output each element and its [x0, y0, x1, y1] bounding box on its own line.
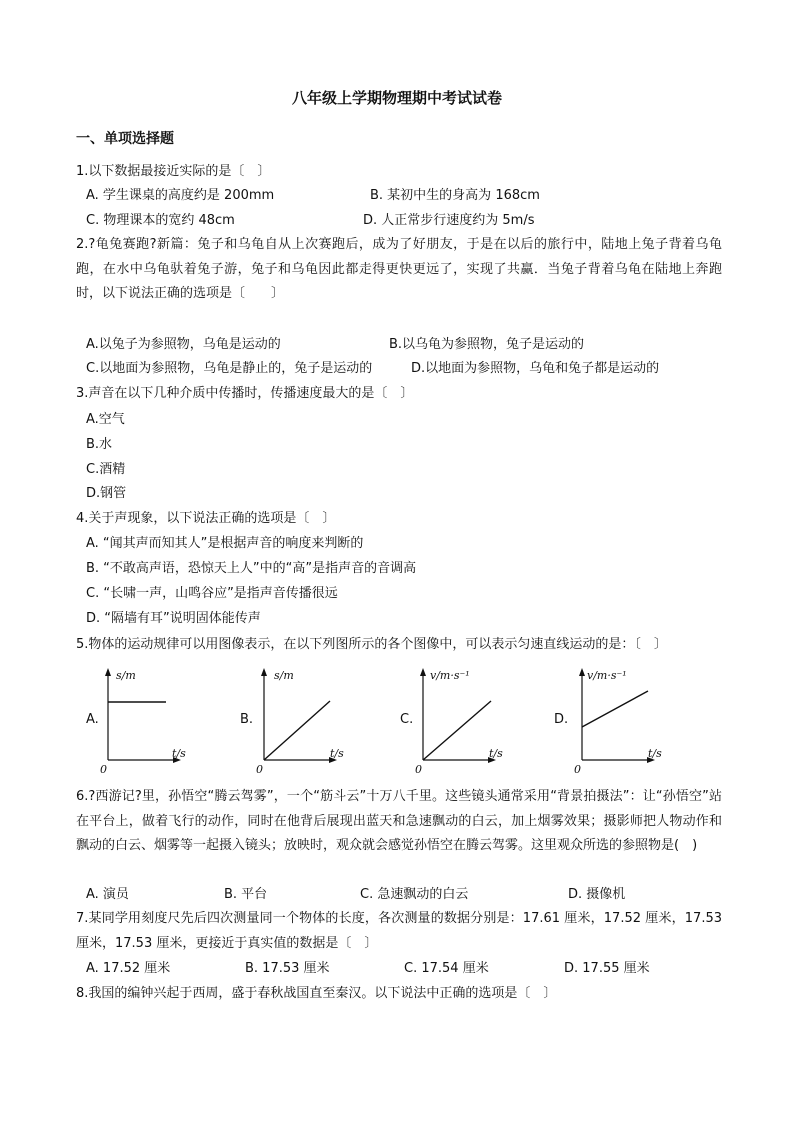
- q4-option-d[interactable]: D. “隔墙有耳”说明固体能传声: [86, 611, 261, 626]
- q1-stem: 1.以下数据最接近实际的是〔 〕: [76, 164, 271, 179]
- q6-stem: 6.?西游记?里，孙悟空“腾云驾雾”，一个“筋斗云”十万八千里。这些镜头通常采用“背景拍摄法”：让“孙悟空”站在平台上，做着飞行的动作，同时在他背后展现出蓝天和急速飘动的白云，加上烟雾效果；摄影师把人物动作和飘动的白云、烟雾等一起摄入镜头；放映时，观众就会感觉孙悟空在腾云驾雾。这里观众所选的参照物是( ): [76, 789, 722, 853]
- q7-option-a[interactable]: A. 17.52 厘米: [86, 961, 171, 976]
- q4-stem: 4.关于声现象，以下说法正确的选项是〔 〕: [76, 511, 336, 526]
- q3-option-d[interactable]: D.钢管: [86, 486, 127, 501]
- graph-c-ylabel: v/m·s⁻¹: [430, 669, 470, 682]
- q5-option-a[interactable]: A.: [86, 712, 99, 727]
- graph-d-ylabel: v/m·s⁻¹: [587, 669, 627, 682]
- graph-d: [570, 665, 670, 775]
- q2-option-a[interactable]: A.以兔子为参照物，乌龟是运动的: [86, 337, 281, 352]
- q6-option-a[interactable]: A. 演员: [86, 887, 129, 902]
- q1-option-c[interactable]: C. 物理课本的宽约 48cm: [86, 213, 235, 228]
- graph-b: [252, 665, 352, 775]
- q7-stem: 7.某同学用刻度尺先后四次测量同一个物体的长度，各次测量的数据分别是：17.61 厘米，17.52 厘米，17.53 厘米，17.53 厘米，更接近于真实值的数据是〔 〕: [76, 911, 722, 951]
- q7-option-b[interactable]: B. 17.53 厘米: [245, 961, 330, 976]
- q1-option-b[interactable]: B. 某初中生的身高为 168cm: [370, 188, 540, 203]
- q5-option-c[interactable]: C.: [400, 712, 414, 727]
- q6-option-c[interactable]: C. 急速飘动的白云: [360, 887, 469, 902]
- graph-a-origin: 0: [100, 763, 107, 776]
- graph-b-y-arrow: [261, 668, 267, 676]
- q4-option-c[interactable]: C. “长啸一声，山鸣谷应”是指声音传播很远: [86, 586, 338, 601]
- q3-option-b[interactable]: B.水: [86, 437, 113, 452]
- q1-option-d[interactable]: D. 人正常步行速度约为 5m/s: [363, 213, 535, 228]
- exam-title: 八年级上学期物理期中考试试卷: [291, 89, 502, 107]
- q5-option-d[interactable]: D.: [554, 712, 569, 727]
- q5-option-b[interactable]: B.: [240, 712, 254, 727]
- q2-stem: 2.?龟兔赛跑?新篇：兔子和乌龟自从上次赛跑后，成为了好朋友，于是在以后的旅行中，陆地上兔子背着乌龟跑，在水中乌龟驮着兔子游，兔子和乌龟因此都走得更快更远了，实现了共赢．当兔子背着乌龟在陆地上奔跑时，以下说法正确的选项是〔 〕: [76, 237, 722, 301]
- q8-stem: 8.我国的编钟兴起于西周，盛于春秋战国直至秦汉。以下说法中正确的选项是〔 〕: [76, 986, 557, 1001]
- q7-option-d[interactable]: D. 17.55 厘米: [564, 961, 650, 976]
- graph-c-xlabel: t/s: [489, 747, 503, 760]
- q4-option-a[interactable]: A. “闻其声而知其人”是根据声音的响度来判断的: [86, 536, 364, 551]
- graph-b-line: [264, 701, 330, 760]
- q2-option-c[interactable]: C.以地面为参照物，乌龟是静止的，兔子是运动的: [86, 361, 373, 376]
- q2-option-b[interactable]: B.以乌龟为参照物，兔子是运动的: [389, 337, 585, 352]
- graph-a: [96, 665, 191, 775]
- graph-b-origin: 0: [256, 763, 263, 776]
- q4-option-b[interactable]: B. “不敢高声语，恐惊天上人”中的“高”是指声音的音调高: [86, 561, 417, 576]
- q6-option-b[interactable]: B. 平台: [224, 887, 268, 902]
- graph-d-origin: 0: [574, 763, 581, 776]
- graph-c-y-arrow: [420, 668, 426, 676]
- q3-stem: 3.声音在以下几种介质中传播时，传播速度最大的是〔 〕: [76, 386, 414, 401]
- q5-stem: 5.物体的运动规律可以用图像表示，在以下列图所示的各个图像中，可以表示匀速直线运动的是：〔 〕: [76, 637, 667, 652]
- q1-option-a[interactable]: A. 学生课桌的高度约是 200mm: [86, 188, 275, 203]
- graph-a-xlabel: t/s: [172, 747, 186, 760]
- graph-c-line: [423, 701, 491, 760]
- graph-d-xlabel: t/s: [648, 747, 662, 760]
- graph-d-line: [582, 691, 648, 727]
- q3-option-c[interactable]: C.酒精: [86, 462, 126, 477]
- graph-b-xlabel: t/s: [330, 747, 344, 760]
- graph-c-origin: 0: [415, 763, 422, 776]
- graph-d-y-arrow: [579, 668, 585, 676]
- q2-option-d[interactable]: D.以地面为参照物，乌龟和兔子都是运动的: [411, 361, 660, 376]
- section-heading: 一、单项选择题: [76, 131, 174, 147]
- q6-option-d[interactable]: D. 摄像机: [568, 887, 626, 902]
- graph-b-ylabel: s/m: [274, 669, 294, 682]
- graph-a-ylabel: s/m: [116, 669, 136, 682]
- q7-option-c[interactable]: C. 17.54 厘米: [404, 961, 489, 976]
- graph-a-y-arrow: [105, 668, 111, 676]
- graph-c: [411, 665, 511, 775]
- q3-option-a[interactable]: A.空气: [86, 412, 125, 427]
